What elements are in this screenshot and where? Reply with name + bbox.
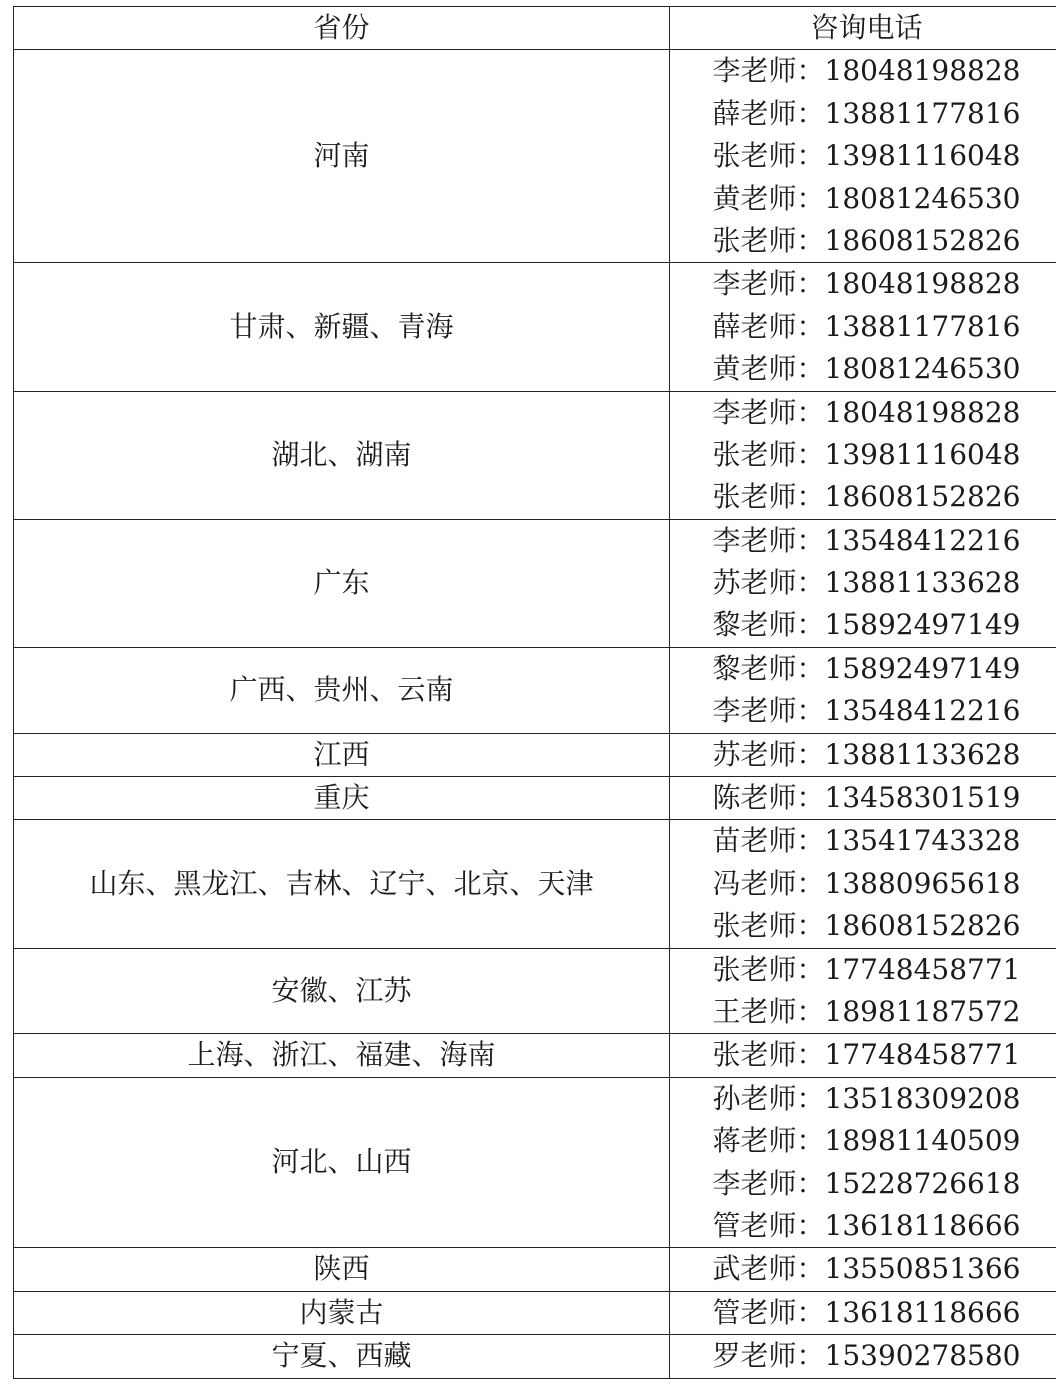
- phone-cell: [670, 733, 1056, 776]
- contact-line: 张老师：18608152826: [712, 223, 1021, 257]
- province-cell: 陕西: [14, 1248, 670, 1291]
- phone-cell: [670, 948, 1056, 1034]
- phone-cell: [670, 50, 1056, 263]
- contact-line: 孙老师：13518309208: [712, 1081, 1021, 1115]
- table-row: [14, 1077, 1056, 1248]
- contact-line: 李老师：15228726618: [712, 1166, 1021, 1200]
- contact-line: 蒋老师：18981140509: [712, 1124, 1021, 1158]
- contact-line: 张老师：18608152826: [712, 480, 1021, 514]
- contact-line: 薛老师：13881177816: [712, 309, 1021, 343]
- table-row: [14, 1291, 1056, 1334]
- province-cell: 河北、山西: [14, 1077, 670, 1248]
- table-row: [14, 948, 1056, 1034]
- phone-cell: [670, 263, 1056, 391]
- contact-line: 苗老师：13541743328: [712, 824, 1021, 858]
- contact-line: 李老师：13548412216: [712, 523, 1021, 557]
- table-row: [14, 1335, 1056, 1378]
- province-cell: 内蒙古: [14, 1291, 670, 1334]
- contact-line: 张老师：13981116048: [712, 437, 1021, 471]
- phone-cell: [670, 1291, 1056, 1334]
- phone-cell: [670, 777, 1056, 820]
- province-cell: 江西: [14, 733, 670, 776]
- contact-line: 张老师：18608152826: [712, 909, 1021, 943]
- table-row: [14, 1248, 1056, 1291]
- contact-line: 冯老师：13880965618: [712, 866, 1021, 900]
- table-row: [14, 519, 1056, 647]
- province-cell: 安徽、江苏: [14, 948, 670, 1034]
- phone-cell: [670, 820, 1056, 948]
- contact-line: 黎老师：15892497149: [712, 651, 1021, 685]
- phone-cell: [670, 1248, 1056, 1291]
- province-cell: 山东、黑龙江、吉林、辽宁、北京、天津: [14, 820, 670, 948]
- phone-cell: [670, 391, 1056, 519]
- contact-line: 黄老师：18081246530: [712, 352, 1021, 386]
- contact-line: 张老师：17748458771: [712, 1038, 1021, 1072]
- table-row: [14, 647, 1056, 733]
- table-row: [14, 1034, 1056, 1077]
- contact-line: 张老师：13981116048: [712, 139, 1021, 173]
- header-row: [14, 7, 1056, 50]
- phone-cell: [670, 519, 1056, 647]
- table-row: [14, 391, 1056, 519]
- contact-line: 苏老师：13881133628: [712, 737, 1021, 771]
- contact-line: 陈老师：13458301519: [712, 781, 1021, 815]
- contact-line: 黎老师：15892497149: [712, 608, 1021, 642]
- table-row: [14, 263, 1056, 391]
- contact-line: 苏老师：13881133628: [712, 566, 1021, 600]
- contact-line: 李老师：18048198828: [712, 395, 1021, 429]
- contact-line: 李老师：18048198828: [712, 267, 1021, 301]
- contact-line: 薛老师：13881177816: [712, 96, 1021, 130]
- contact-line: 武老师：13550851366: [712, 1252, 1021, 1286]
- province-cell: 宁夏、西藏: [14, 1335, 670, 1378]
- table-body: [14, 50, 1056, 1378]
- table-row: [14, 777, 1056, 820]
- province-cell: 广东: [14, 519, 670, 647]
- phone-cell: [670, 647, 1056, 733]
- header-province: 省份: [14, 7, 670, 50]
- contact-line: 罗老师：15390278580: [712, 1339, 1021, 1373]
- table-row: [14, 733, 1056, 776]
- contact-line: 管老师：13618118666: [712, 1295, 1021, 1329]
- contact-line: 黄老师：18081246530: [712, 181, 1021, 215]
- phone-cell: [670, 1077, 1056, 1248]
- phone-cell: [670, 1034, 1056, 1077]
- contact-line: 李老师：18048198828: [712, 54, 1021, 88]
- contact-line: 管老师：13618118666: [712, 1209, 1021, 1242]
- province-cell: 河南: [14, 50, 670, 263]
- province-cell: 广西、贵州、云南: [14, 647, 670, 733]
- table-row: [14, 820, 1056, 948]
- contact-line: 李老师：13548412216: [712, 694, 1021, 728]
- province-cell: 甘肃、新疆、青海: [14, 263, 670, 391]
- contact-line: 王老师：18981187572: [712, 995, 1021, 1029]
- table-row: [14, 50, 1056, 263]
- province-cell: 湖北、湖南: [14, 391, 670, 519]
- phone-cell: [670, 1335, 1056, 1378]
- contact-table: [13, 6, 1056, 1379]
- province-cell: 上海、浙江、福建、海南: [14, 1034, 670, 1077]
- province-cell: 重庆: [14, 777, 670, 820]
- contact-line: 张老师：17748458771: [712, 952, 1021, 986]
- header-phone: 咨询电话: [670, 7, 1056, 50]
